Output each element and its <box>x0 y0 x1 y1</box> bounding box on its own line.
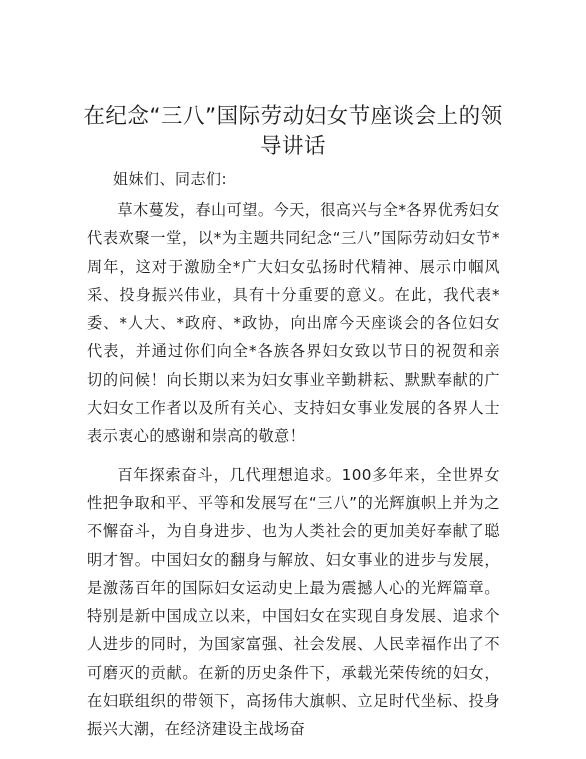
document-body <box>87 196 500 754</box>
paragraph-history: 百年探索奋斗，几代理想追求。100多年来，全世界女性把争取和平、平等和发展写在“三八”的光辉旗帜上并为之不懈奋斗，为自身进步、也为人类社会的更加美好奉献了聪明才智。中国妇女的翻身与解放、妇女事业的进步与发展，是激荡百年的国际妇女运动史上最为震撼人心的光辉篇章。特别是新中国成立以来，中国妇女在实现自身发展、追求个人进步的同时，为国家富强、社会发展、人民幸福作出了不可磨灭的贡献。在新的历史条件下，承载光荣传统的妇女，在妇联组织的带领下，高扬伟大旗帜、立足时代坐标、投身振兴大潮，在经济建设主战场奋 <box>87 465 500 739</box>
paragraph-opening: 草木蔓发，春山可望。今天，很高兴与全*各界优秀妇女代表欢聚一堂，以*为主题共同纪念“三八”国际劳动妇女节*周年，这对于激励全*广大妇女弘扬时代精神、展示巾帼风采、投身振兴伟业，具有十分重要的意义。在此，我代表*委、*人大、*政府、*政协，向出席今天座谈会的各位妇女代表，并通过你们向全*各族各界妇女致以节日的祝贺和亲切的问候！向长期以来为妇女事业辛勤耕耘、默默奉献的广大妇女工作者以及所有关心、支持妇女事业发展的各界人士表示衷心的感谢和崇高的敬意！ <box>87 201 500 446</box>
salutation: 姐妹们、同志们: <box>113 170 228 188</box>
document-title: 在纪念“三八”国际劳动妇女节座谈会上的领导讲话 <box>83 104 503 159</box>
